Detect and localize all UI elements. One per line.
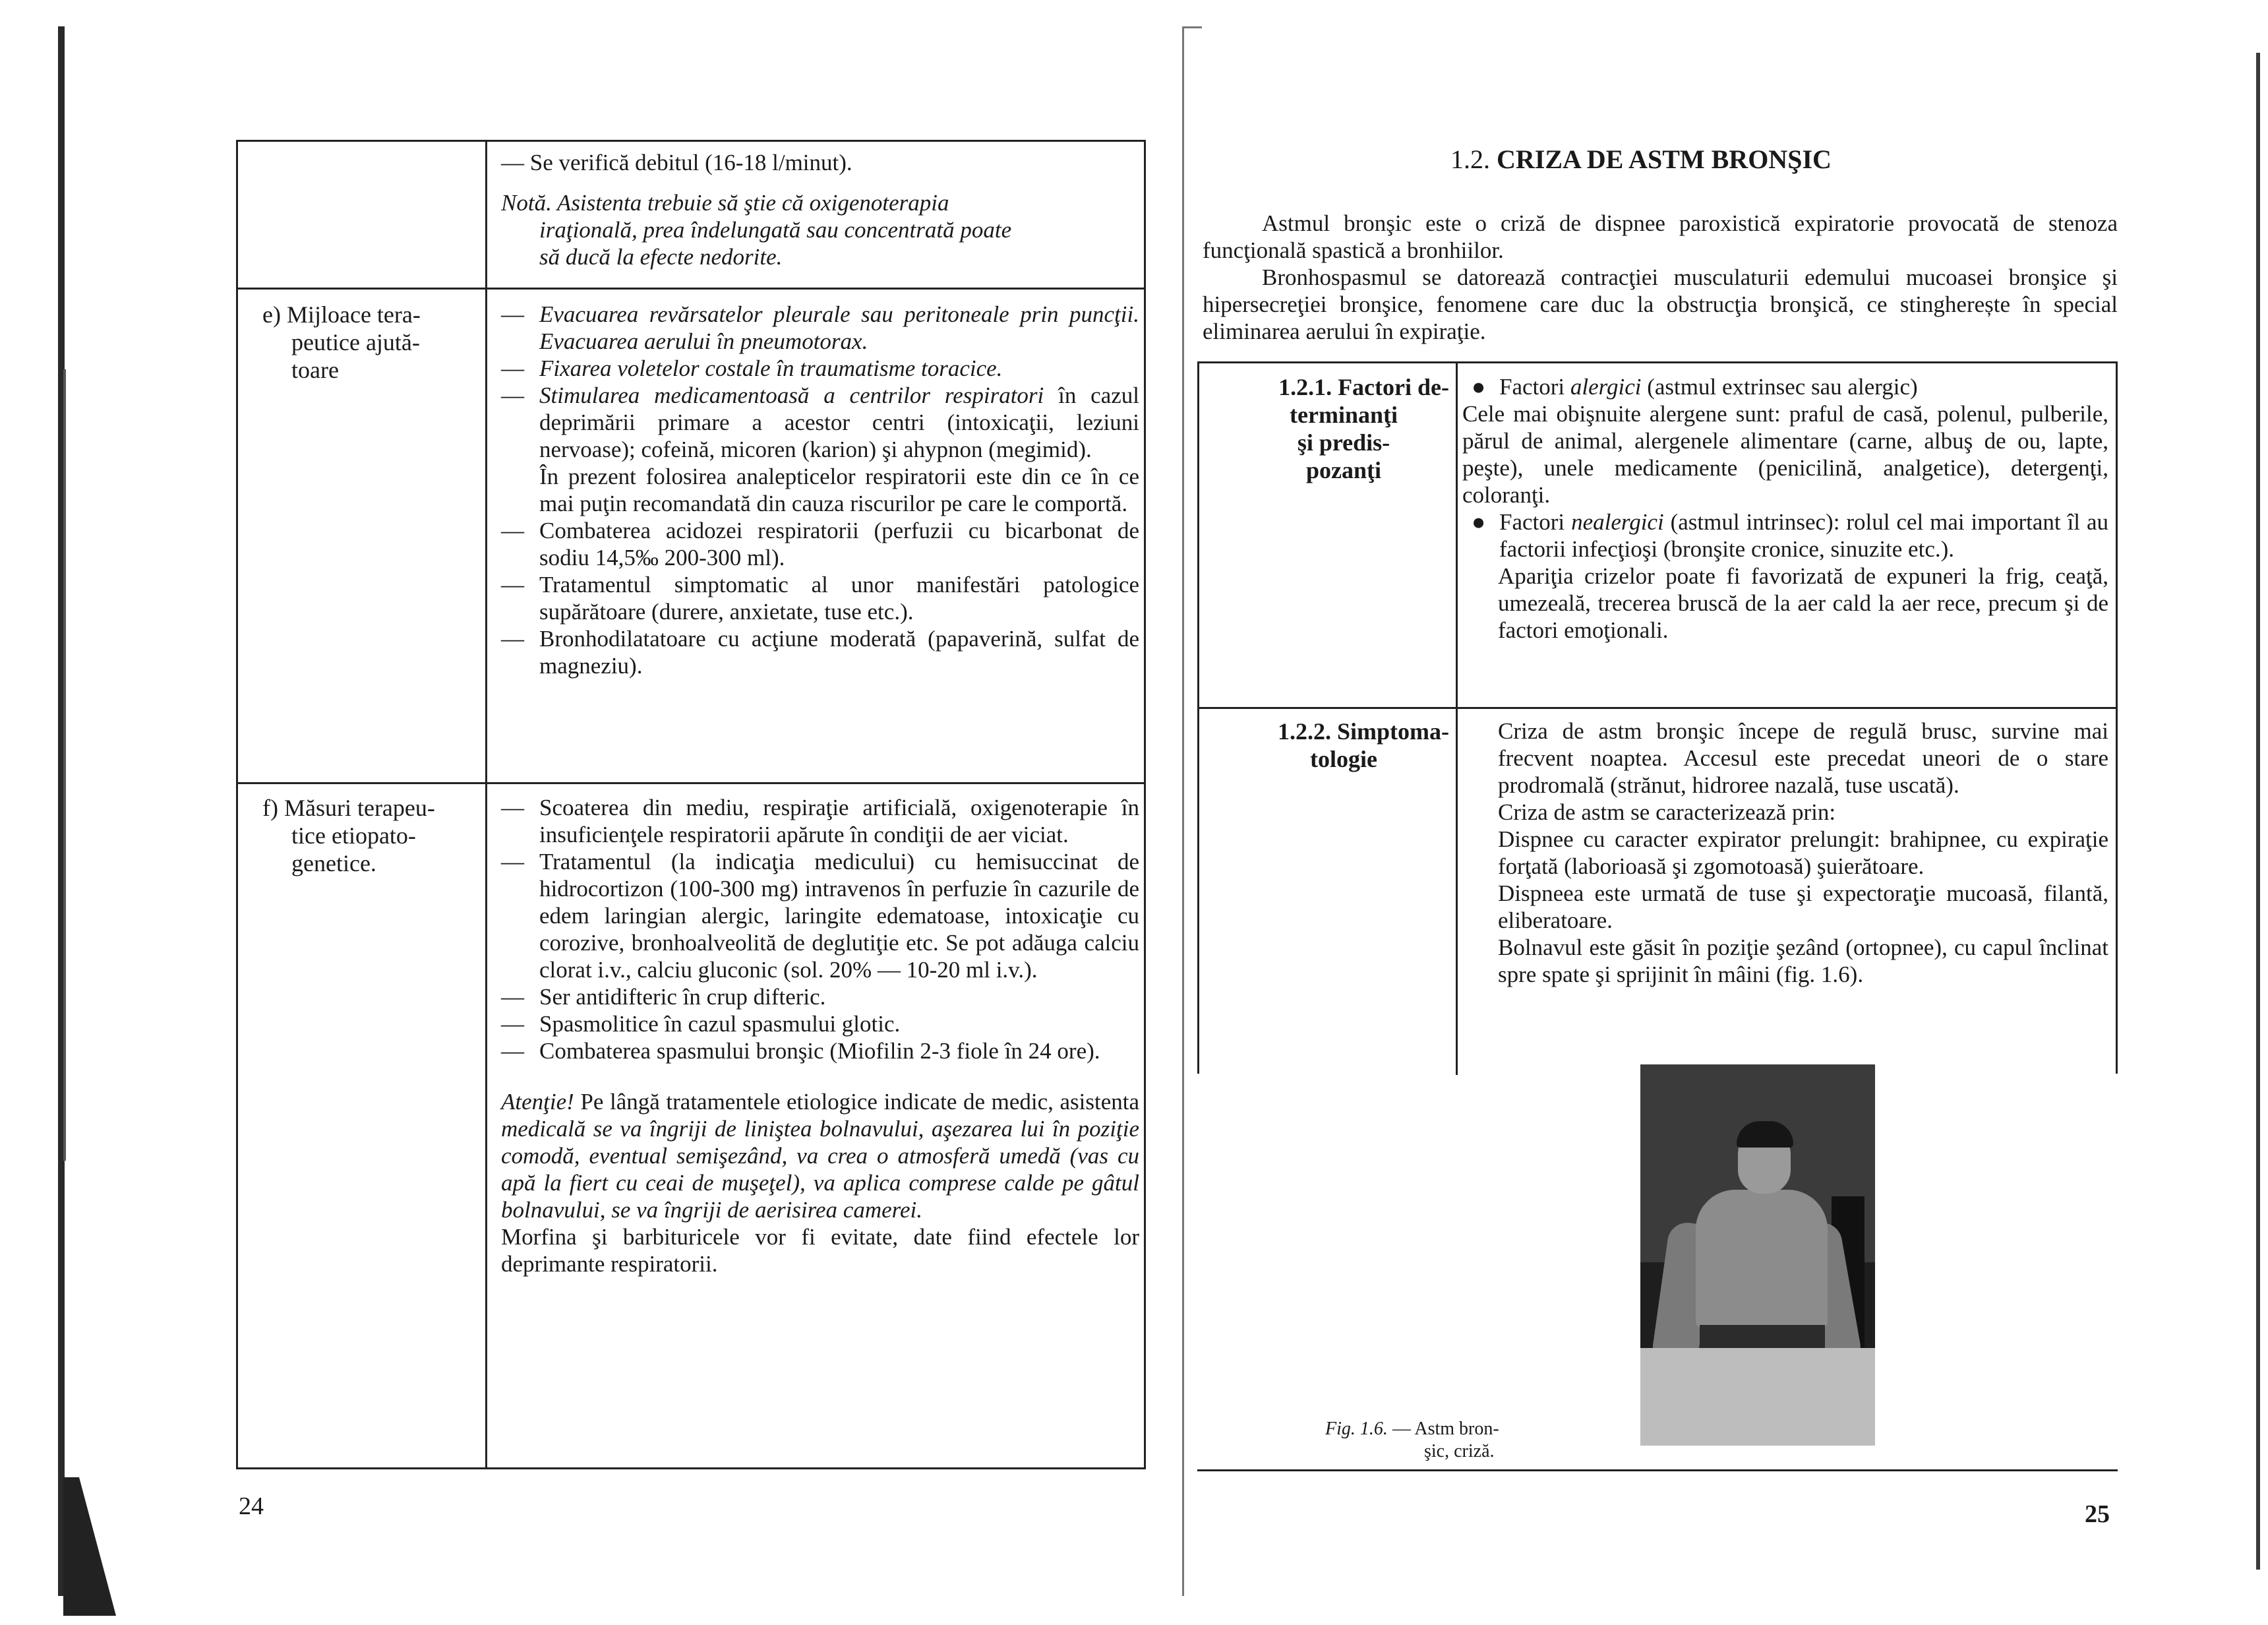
page-number-right: 25 xyxy=(2085,1500,2110,1528)
photo-table xyxy=(1640,1348,1875,1446)
row-f-label-line-3: genetice. xyxy=(291,850,376,876)
debit-line: — Se verifică debitul (16-18 l/minut). xyxy=(501,150,852,175)
dash: — xyxy=(501,1011,524,1037)
left-table-row-divider-2 xyxy=(236,782,1146,784)
intro-text xyxy=(1203,210,2118,345)
dash: — xyxy=(501,383,524,408)
list-item xyxy=(501,1037,1139,1064)
page-fold xyxy=(1182,26,1184,1596)
dash xyxy=(501,463,539,517)
bullet-icon: ● xyxy=(1472,374,1486,400)
row-f-label xyxy=(262,794,473,877)
dash: — xyxy=(501,301,524,327)
section-1-2-2-label xyxy=(1212,718,1449,773)
top-cell xyxy=(501,149,1139,270)
item-text: Combaterea spasmului bronşic (Miofilin 2-3 fiole în 24 ore). xyxy=(539,1038,1100,1064)
nota-line-3: să ducă la efecte nedorite. xyxy=(539,244,783,270)
item-text: Tratamentul (la indicaţia medicului) cu hemisuccinat de hidrocortizon (100-300 mg) intravenos în perfuzie în cazurile de edem laringian alergic, laringite edematoase, intoxicaţie cu corozive, bronhoalveolită de deglutiţie etc. Se pot adăuga calciu clorat i.v., calciu gluconic (sol. 20% — 10-20 ml i.v.). xyxy=(539,849,1139,983)
bullet-icon: ● xyxy=(1472,509,1486,535)
symptom-paragraph: Bolnavul este găsit în poziţie şezând (ortopnee), cu capul înclinat spre spate şi sprijinit în mâini (fig. 1.6). xyxy=(1498,935,2108,987)
row-f-label-line-2: tice etiopato- xyxy=(291,822,416,849)
row-f-label-line-1: f) Măsuri terapeu- xyxy=(262,795,435,821)
label-line: şi predis- xyxy=(1297,429,1390,456)
symptom-paragraph: Criza de astm se caracterizează prin: xyxy=(1498,799,1836,825)
bullet-2-text: Apariţia crizelor poate fi favorizată de expuneri la frig, ceaţă, umezeală, trecerea bruscă de la aer cald la aer rece, precum şi de factori emoţionali. xyxy=(1498,563,2108,643)
dash: — xyxy=(501,626,524,652)
item-text: Ser antidifteric în crup difteric. xyxy=(539,984,826,1010)
dash: — xyxy=(501,849,524,874)
scan-edge-left-inner xyxy=(63,369,66,1161)
list-item xyxy=(501,571,1139,625)
symptom-paragraph: Dispnee cu caracter expirator prelungit: brahipnee, cu expiraţie forţată (laborioasă şi zgomotoasă) şuierătoare. xyxy=(1498,826,2108,879)
nota-line-2: iraţională, prea îndelungată sau concentrată poate xyxy=(539,217,1012,243)
final-paragraph: Morfina şi barbituricele vor fi evitate, date fiind efectele lor deprimante respiratorii. xyxy=(501,1224,1139,1277)
bullet-prefix: Factori xyxy=(1499,374,1570,400)
item-text: Scoaterea din mediu, respiraţie artificială, oxigenoterapie în insuficienţele respiratorii apărute în condiţii de aer viciat. xyxy=(539,795,1139,847)
item-text xyxy=(539,382,1139,463)
section-1-2-1-content xyxy=(1462,373,2108,644)
dash: — xyxy=(501,984,524,1010)
bullet-heading xyxy=(1499,508,2108,563)
list-item xyxy=(501,301,1139,355)
left-table-row-divider-1 xyxy=(236,288,1146,290)
symptom-paragraph: Dispneea este urmată de tuse şi expectoraţie mucoasă, filantă, eliberatoare. xyxy=(1498,880,2108,933)
atentie-text: Pe lângă tratamentele etiologice indicate de medic, asistenta xyxy=(574,1089,1139,1115)
photo-torso xyxy=(1696,1190,1828,1328)
intro-paragraph-1: Astmul bronşic este o criză de dispnee paroxistică expiratorie provocată de stenoza funcţională spastică a bronhiilor. xyxy=(1203,210,2118,263)
dash: — xyxy=(501,518,524,543)
label-line: 1.2.2. Simptoma- xyxy=(1278,718,1449,745)
row-e-label xyxy=(262,301,473,384)
row-e-label-line-2: peutice ajută- xyxy=(291,329,420,355)
nota-line-1: Notă. Asistenta trebuie să ştie că oxigenoterapia xyxy=(501,190,949,216)
right-page-bottom-rule xyxy=(1197,1469,2118,1471)
chapter-heading xyxy=(1450,144,1832,175)
dash: — xyxy=(501,572,524,598)
scan-edge-right xyxy=(2256,53,2260,1570)
list-item xyxy=(501,355,1139,382)
page-fold-top xyxy=(1182,26,1202,28)
chapter-number: 1.2. xyxy=(1450,144,1490,174)
atentie-paragraph xyxy=(501,1088,1139,1223)
list-item xyxy=(1472,508,2108,563)
bullet-heading xyxy=(1499,373,1918,400)
list-item xyxy=(501,794,1139,848)
item-text-rest: în cazul deprimării primare a acestor centri (intoxicaţii, leziuni nervoase); cofeină, micoren (karion) şi ahypnon (megimid). xyxy=(539,383,1140,462)
figure-caption xyxy=(1325,1418,1576,1463)
item-text: În prezent folosirea analepticelor respiratorii este din ce în ce mai puţin recomandată din cauza riscurilor pe care le comportă. xyxy=(539,464,1139,516)
list-item xyxy=(501,1010,1139,1037)
caption-text-1: — Astm bron- xyxy=(1387,1419,1499,1439)
left-table-column-divider xyxy=(485,142,487,1467)
item-text: Tratamentul simptomatic al unor manifestări patologice supărătoare (durere, anxietate, tuse etc.). xyxy=(539,572,1139,625)
bullet-suffix: (astmul extrinsec sau alergic) xyxy=(1641,374,1918,400)
label-line: 1.2.1. Factori de- xyxy=(1278,374,1449,400)
page-number-left: 24 xyxy=(239,1492,264,1520)
row-e-content xyxy=(501,301,1139,679)
row-e-label-line-1: e) Mijloace tera- xyxy=(262,301,421,328)
item-text-italic: Stimularea medicamentoasă a centrilor respiratori xyxy=(539,383,1044,408)
list-item xyxy=(501,382,1139,463)
bullet-prefix: Factori xyxy=(1499,509,1572,535)
list-item xyxy=(501,463,1139,517)
dash: — xyxy=(501,1038,524,1064)
dash: — xyxy=(501,795,524,820)
bullet-suffix: (astmul intrinsec): rolul cel mai important îl au factorii infecţioşi (bronşite cronice, sinuzite etc.). xyxy=(1499,509,2108,562)
section-1-2-1-label xyxy=(1212,373,1449,484)
bullet-italic: nealergici xyxy=(1571,509,1664,535)
list-item xyxy=(501,517,1139,571)
item-text: Bronhodilatatoare cu acţiune moderată (papaverină, sulfat de magneziu). xyxy=(539,626,1139,679)
section-1-2-2-content xyxy=(1472,718,2108,988)
label-line: terminanţi xyxy=(1290,402,1398,428)
label-line: tologie xyxy=(1310,746,1377,772)
row-e-label-line-3: toare xyxy=(291,357,339,383)
chapter-title: CRIZA DE ASTM BRONŞIC xyxy=(1497,144,1832,174)
scan-edge-blot xyxy=(63,1477,116,1616)
label-line: pozanţi xyxy=(1305,457,1381,483)
right-table-column-divider xyxy=(1456,363,1458,1075)
row-f-content xyxy=(501,794,1139,1277)
list-item xyxy=(501,625,1139,679)
item-text: Spasmolitice în cazul spasmului glotic. xyxy=(539,1011,901,1037)
atentie-italic: medicală se va îngriji de liniştea bolnavului, aşezarea lui în poziţie comodă, eventual semişezând, va crea o atmosferă umedă (vas cu apă la fiert cu ceai de muşeţel), va aplica comprese calde pe gâtul bolnavului, se va îngriji de aerisirea camerei. xyxy=(501,1116,1139,1223)
list-item xyxy=(501,983,1139,1010)
item-text: Evacuarea revărsatelor pleurale sau peritoneale prin puncţii. Evacuarea aerului în pneumotorax. xyxy=(539,301,1139,354)
caption-text-2: şic, criză. xyxy=(1424,1441,1495,1461)
bullet-1-text: Cele mai obişnuite alergene sunt: praful de casă, polenul, pulberile, părul de animal, alergenele alimentare (carne, albuş de ou, lapte, peşte), unele medicamente (penicilină, analgetice), detergenţi, coloranţi. xyxy=(1462,401,2108,508)
dash: — xyxy=(501,355,524,381)
caption-fig-label: Fig. 1.6. xyxy=(1325,1419,1388,1439)
bullet-italic: alergici xyxy=(1570,374,1642,400)
symptom-paragraph: Criza de astm bronşic începe de regulă brusc, survine mai frecvent noaptea. Accesul este precedat uneori de o stare prodromală (strănut, hidroree nazală, tuse uscată). xyxy=(1498,718,2108,798)
list-item xyxy=(501,848,1139,983)
item-text: Combaterea acidozei respiratorii (perfuzii cu bicarbonat de sodiu 14,5‰ 200-300 ml). xyxy=(539,518,1139,570)
intro-paragraph-2: Bronhospasmul se datorează contracţiei musculaturii edemului mucoasei bronşice şi hipersecreţiei bronşice, fenomene care duc la obstrucţia bronşică, ce stingherește în special eliminarea aerului în expiraţie. xyxy=(1203,264,2118,344)
right-table-row-divider xyxy=(1197,707,2118,709)
atentie-head: Atenţie! xyxy=(501,1089,574,1115)
figure-photo-asthma-patient xyxy=(1640,1064,1875,1446)
list-item xyxy=(1472,373,2108,400)
item-text: Fixarea voletelor costale în traumatisme toracice. xyxy=(539,355,1003,381)
